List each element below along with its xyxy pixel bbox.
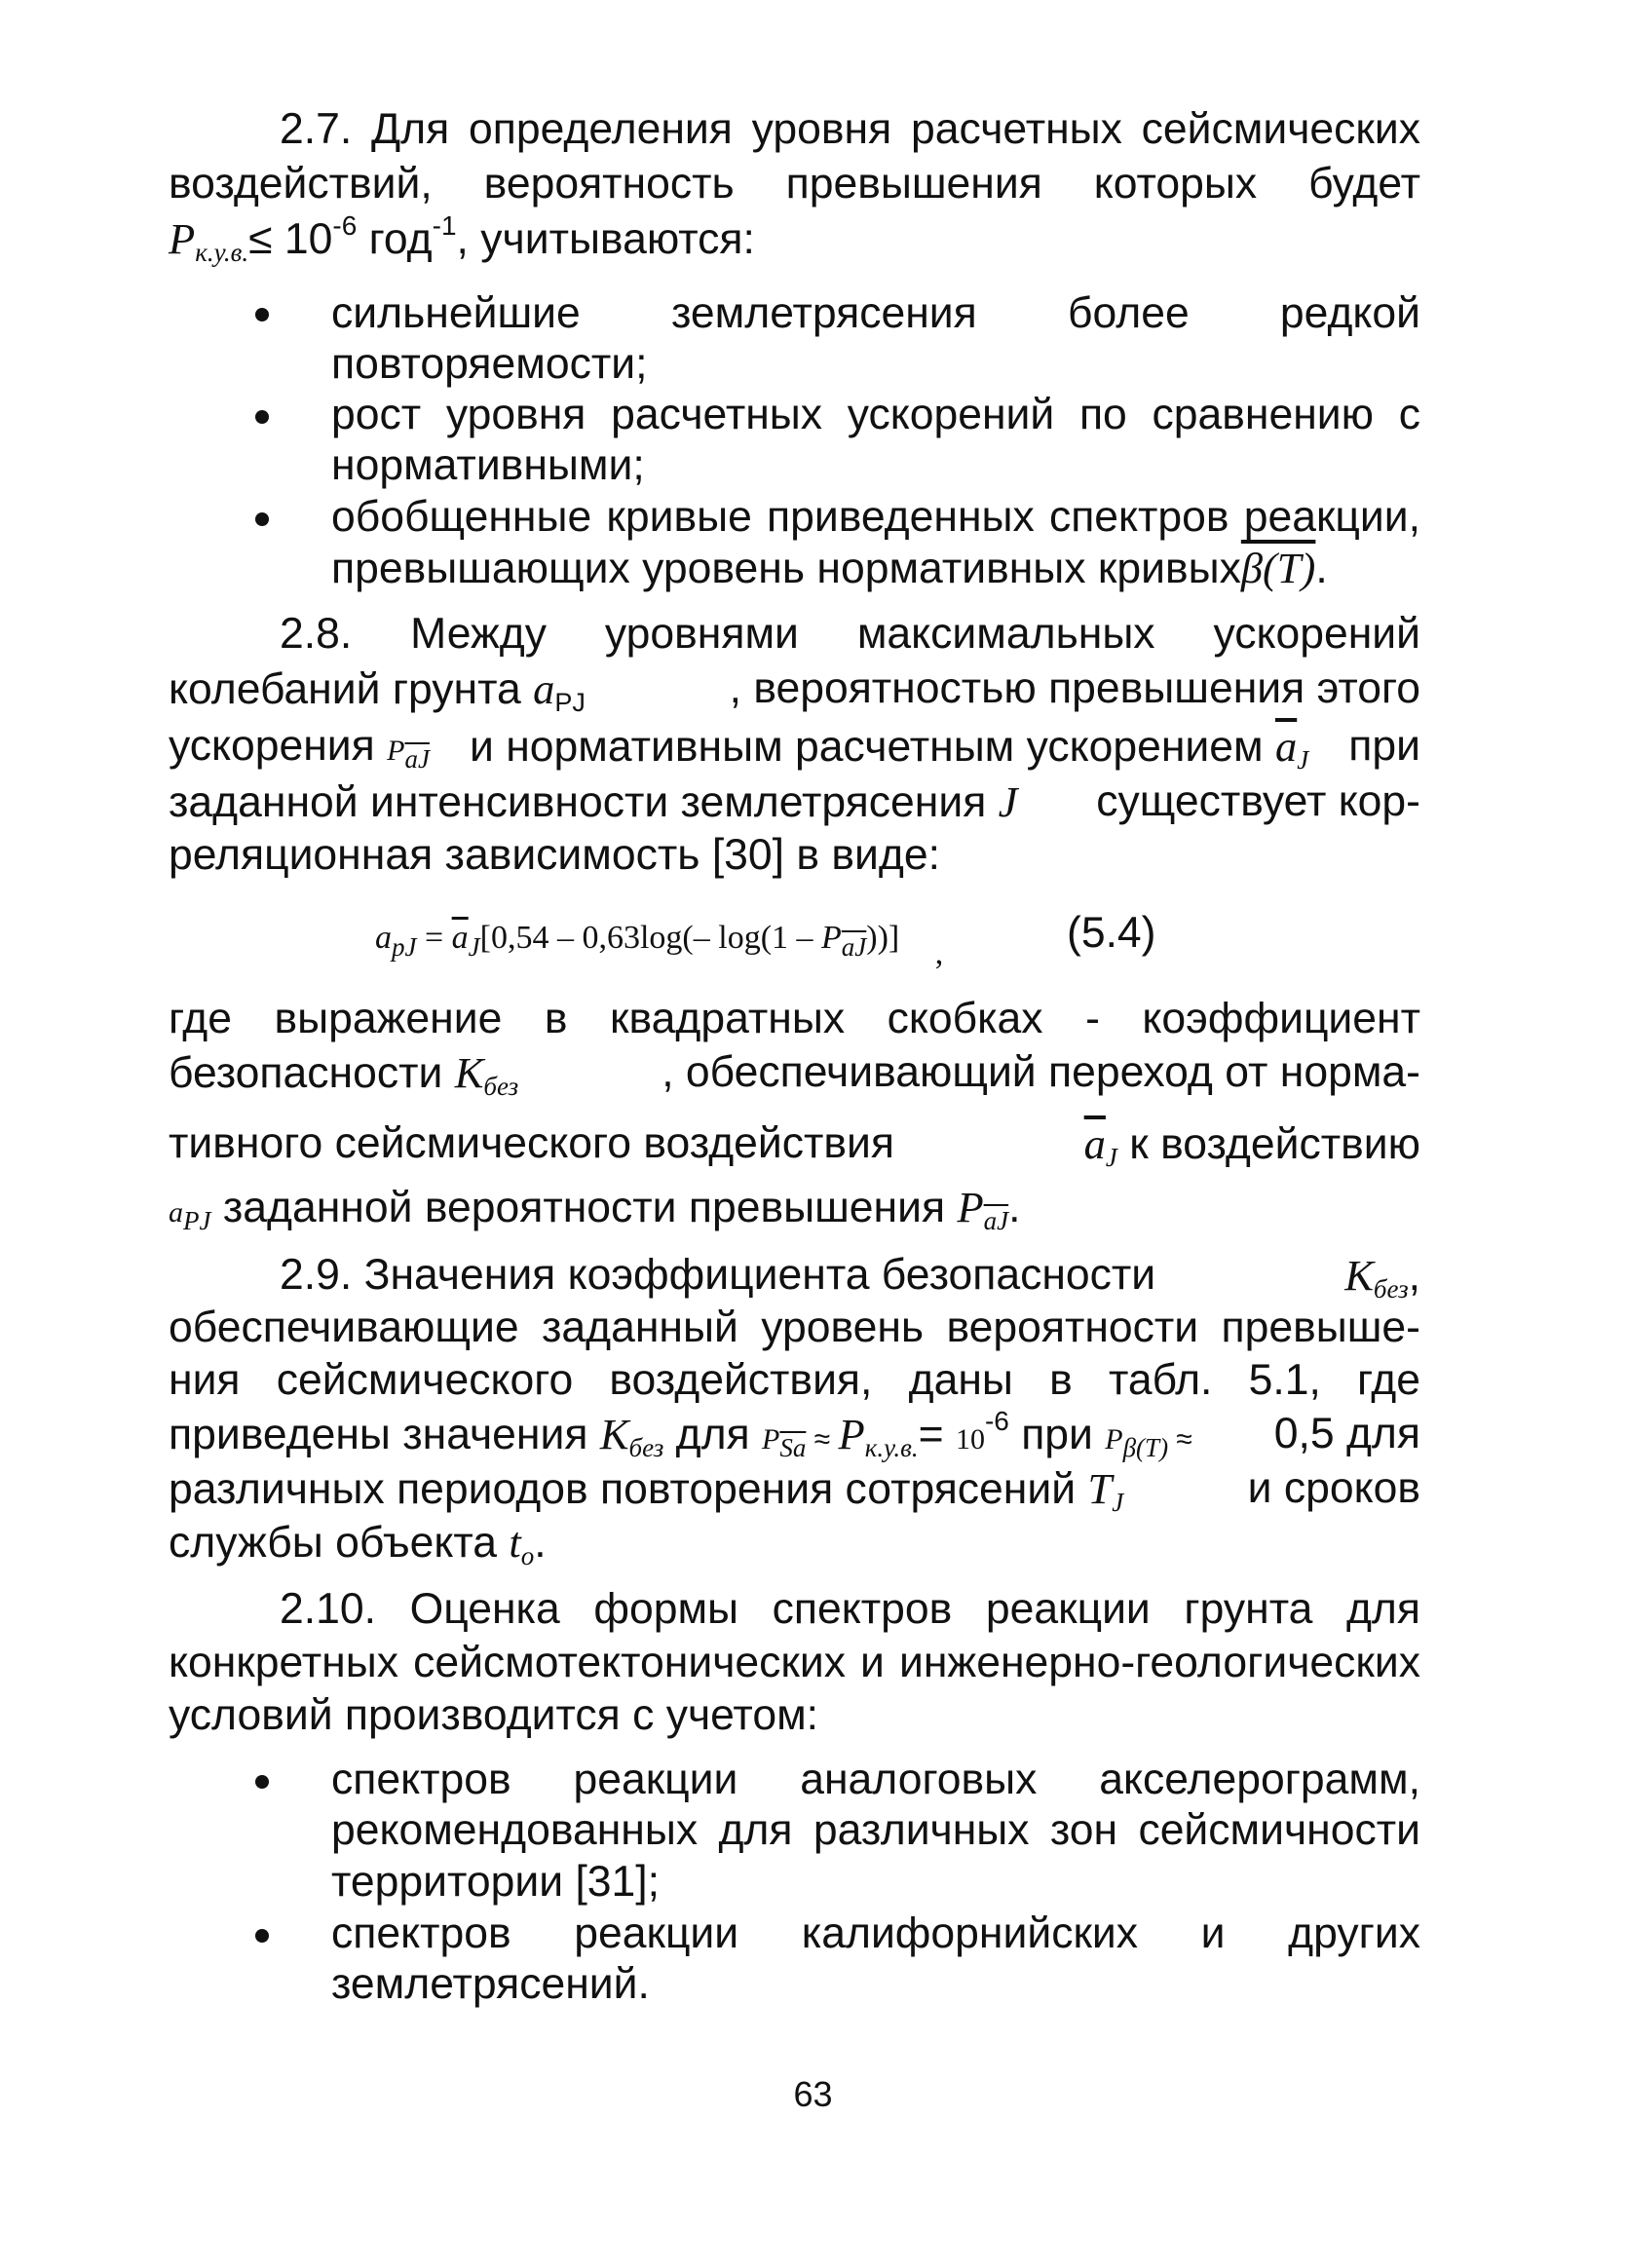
bullet-marker bbox=[255, 410, 269, 424]
bullet4-line2: рекомендованных для различных зон сейсмичности bbox=[331, 1806, 1420, 1854]
bullet5-line1: спектров реакции калифорнийских и других bbox=[331, 1909, 1420, 1957]
bullet2-line2: нормативными; bbox=[331, 441, 645, 489]
p28-line3: ускорения $P\overline{aJ}$ и нормативным расчетным ускорением $\overline{a}J$ при bbox=[169, 722, 1420, 775]
bullet3-line1: обобщенные кривые приведенных спектров реакции, bbox=[331, 493, 1420, 541]
bullet-marker bbox=[255, 512, 269, 526]
p28-line2: колебаний грунта aPJ , вероятностью превышения этого bbox=[169, 664, 1420, 717]
p29-line2: обеспечивающие заданный уровень вероятности превыше- bbox=[169, 1304, 1420, 1351]
p27-line3: $Pк.у.в.\le 10^{-6}$ год$^{-1}$, учитываются: bbox=[169, 210, 755, 267]
bullet3-line2: превышающих уровень нормативных кривыхβ(T). bbox=[331, 544, 1328, 592]
bullet4-line3: территории [31]; bbox=[331, 1858, 661, 1906]
p28cont-line3: тивного сейсмического воздействия $\overline{a}J$ к воздействию bbox=[169, 1119, 1420, 1172]
formula-5-4: $a_{pJ} = \overline{a}_J[0,54 - 0,63\log(-$ $\log(1 - P_{\overline{aJ}})$)] , bbox=[375, 920, 944, 971]
p210-line1: 2.10. Оценка формы спектров реакции грунта для bbox=[280, 1585, 1420, 1633]
bullet-marker bbox=[255, 1929, 269, 1943]
p210-line2: конкретных сейсмотектонических и инженерно-геологических bbox=[169, 1639, 1420, 1686]
bullet5-line2: землетрясений. bbox=[331, 1960, 650, 2008]
p28-line1: 2.8. Между уровнями максимальных ускорений bbox=[280, 610, 1420, 658]
bullet1-line2: повторяемости; bbox=[331, 340, 648, 388]
bullet-marker bbox=[255, 1775, 269, 1789]
bullet-marker bbox=[255, 308, 269, 321]
bullet1-line1: сильнейшие землетрясения более редкой bbox=[331, 289, 1420, 337]
p29-line6: службы объекта to. bbox=[169, 1518, 547, 1570]
p29-line1: 2.9. Значения коэффициента безопасности Kбез, bbox=[280, 1251, 1420, 1304]
p28-line4: заданной интенсивности землетрясения J существует кор- bbox=[169, 777, 1420, 826]
bullet2-line1: рост уровня расчетных ускорений по сравнению с bbox=[331, 391, 1420, 438]
page-number: 63 bbox=[793, 2074, 833, 2114]
p29-line5: различных периодов повторения сотрясений TJ и сроков bbox=[169, 1464, 1420, 1517]
p28cont-line4: aPJ заданной вероятности превышения $P\overline{aJ}$. bbox=[169, 1183, 1021, 1235]
p29-line4: приведены значения Kбез для $P\overline{Sa} \approx Pк.у.в.= 10^{-6}$ при Pβ(T) ≈ 0,5 для bbox=[169, 1406, 1420, 1462]
p28-line5: реляционная зависимость [30] в виде: bbox=[169, 831, 940, 879]
equation-number: (5.4) bbox=[1067, 909, 1156, 957]
p210-line3: условий производится с учетом: bbox=[169, 1691, 819, 1739]
p27-line2: воздействий, вероятность превышения которых будет bbox=[169, 160, 1420, 208]
p29-line3: ния сейсмического воздействия, даны в табл. 5.1, где bbox=[169, 1356, 1420, 1404]
bullet4-line1: спектров реакции аналоговых акселерограмм, bbox=[331, 1756, 1420, 1803]
p28cont-line2: безопасности Kбез , обеспечивающий переход от норма- bbox=[169, 1048, 1420, 1101]
p27-line1: 2.7. Для определения уровня расчетных сейсмических bbox=[280, 105, 1420, 153]
p28cont-line1: где выражение в квадратных скобках - коэффициент bbox=[169, 995, 1420, 1042]
